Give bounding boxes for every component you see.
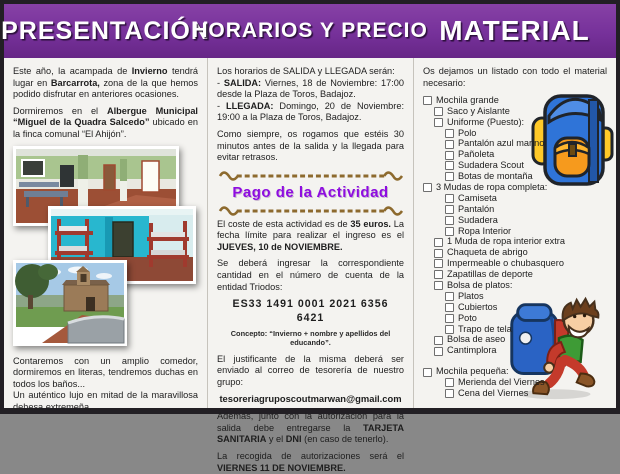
checklist-item-label: Cantimplora xyxy=(447,345,497,356)
checklist-item-label: Chaqueta de abrigo xyxy=(447,247,528,258)
checkbox-icon[interactable] xyxy=(445,378,454,387)
checkbox-icon[interactable] xyxy=(445,303,454,312)
checklist-item-label: 3 Mudas de ropa completa: xyxy=(436,181,548,192)
checkbox-icon[interactable] xyxy=(445,314,454,323)
checklist-item xyxy=(434,335,607,346)
checklist-item xyxy=(434,106,607,117)
checkbox-icon[interactable] xyxy=(423,183,432,192)
checkbox-icon[interactable] xyxy=(445,129,454,138)
horarios-documents-note: Además, junto con la autorización para la salida debe entregarse la TARJETA SANITARIA y el DNI (en caso de tenerlo). xyxy=(217,411,404,445)
horarios-cost: El coste de esta actividad es de 35 euros. La fecha límite para realizar el ingreso es el JUEVES, 10 de NOVIEMBRE. xyxy=(217,218,404,252)
section-title-material: MATERIAL xyxy=(439,15,590,46)
checkbox-icon[interactable] xyxy=(445,194,454,203)
checkbox-icon[interactable] xyxy=(434,259,443,268)
pago-title: Pago de la Actividad xyxy=(232,183,389,201)
checklist-item-label: Bolsa de platos: xyxy=(447,279,513,290)
checkbox-icon[interactable] xyxy=(445,172,454,181)
checklist-item xyxy=(445,302,607,313)
checklist-item xyxy=(434,248,607,259)
checkbox-icon[interactable] xyxy=(423,96,432,105)
checklist-item-label: Bolsa de aseo xyxy=(447,334,506,345)
checklist-item xyxy=(445,388,607,399)
checklist-item xyxy=(423,367,607,378)
checklist-item xyxy=(445,313,607,324)
rope-divider xyxy=(217,204,405,218)
checkbox-icon[interactable] xyxy=(445,140,454,149)
horarios-punctuality-note: Como siempre, os rogamos que estéis 30 minutos antes de la salida y la llegada para evitar retrasos. xyxy=(217,128,404,163)
section-title-horarios: HORARIOS Y PRECIO xyxy=(192,19,428,42)
checkbox-icon[interactable] xyxy=(445,151,454,160)
horarios-pickup-note: La recogida de autorizaciones será el VIERNES 11 DE NOVIEMBRE. xyxy=(217,450,404,473)
checkbox-icon[interactable] xyxy=(434,249,443,258)
column-material xyxy=(413,58,616,408)
section-header-horarios xyxy=(192,4,428,58)
checklist-item-label: Sudadera xyxy=(458,214,498,225)
checklist-item-label: Trapo de tela xyxy=(458,323,512,334)
checkbox-icon[interactable] xyxy=(434,118,443,127)
checklist-item xyxy=(423,95,607,106)
title-band xyxy=(1,4,616,58)
checklist-item-label: 1 Muda de ropa interior extra xyxy=(447,236,565,247)
checklist-item-label: Uniforme (Puesto): xyxy=(447,116,525,127)
material-checklist xyxy=(423,95,607,399)
presentacion-paragraph-3: Contaremos con un amplio comedor, dormiremos en literas, tendremos duchas en todos los baños... Un auténtico lujo en mitad de la maravillosa dehesa extremeña. xyxy=(13,355,198,412)
checklist-item xyxy=(434,269,607,280)
checkbox-icon[interactable] xyxy=(445,325,454,334)
page-title: PRESENTACIÓN xyxy=(1,16,210,45)
checklist-item-label: Pantalón xyxy=(458,203,495,214)
checkbox-icon[interactable] xyxy=(434,107,443,116)
checklist-item-label: Platos xyxy=(458,290,484,301)
checklist-item-label: Zapatillas de deporte xyxy=(447,269,533,280)
horarios-schedule: Los horarios de SALIDA y LLEGADA serán: - SALIDA: Viernes, 18 de Noviembre: 17:00 desde la Plaza de Toros, Badajoz. - LLEGADA: Domingo, 20 de Noviembre: 19:00 a la Plaza de Toros, Badajoz. xyxy=(217,66,404,123)
rope-divider xyxy=(217,169,405,183)
checkbox-icon[interactable] xyxy=(434,238,443,247)
checkbox-icon[interactable] xyxy=(445,161,454,170)
checklist-item xyxy=(434,117,607,128)
checklist-item-label: Ropa Interior xyxy=(458,225,512,236)
checklist-item xyxy=(445,204,607,215)
checkbox-icon[interactable] xyxy=(434,336,443,345)
checkbox-icon[interactable] xyxy=(434,281,443,290)
checklist-item-label: Botas de montaña xyxy=(458,171,533,182)
checklist-item-label: Polo xyxy=(458,127,477,138)
presentacion-paragraph-1: Este año, la acampada de Invierno tendrá lugar en Barcarrota, zona de la que hemos podido disfrutar en anteriores ocasiones. xyxy=(13,66,198,100)
photo-collage xyxy=(13,146,198,352)
checklist-item-label: Mochila grande xyxy=(436,94,499,105)
checklist-item xyxy=(445,291,607,302)
checklist-item xyxy=(434,280,607,291)
payment-concept: Concepto: “Invierno + nombre y apellidos del educando”. xyxy=(230,328,391,348)
checkbox-icon[interactable] xyxy=(423,368,432,377)
checkbox-icon[interactable] xyxy=(434,270,443,279)
checklist-item xyxy=(445,226,607,237)
checklist-item-label: Pañoleta xyxy=(458,149,495,160)
checklist-item xyxy=(445,377,607,388)
checklist-item xyxy=(434,237,607,248)
column-horarios xyxy=(207,58,413,473)
checklist-item-label: Mochila pequeña: xyxy=(436,366,509,377)
checkbox-icon[interactable] xyxy=(445,227,454,236)
checklist-item-label: Merienda del Viernes xyxy=(458,377,545,388)
checklist-item xyxy=(434,346,607,357)
checklist-item xyxy=(423,182,607,193)
bank-account-number: ES33 1491 0001 2021 6356 6421 xyxy=(232,298,389,324)
treasury-email[interactable]: tesoreriagruposcoutmarwan@gmail.com xyxy=(219,393,402,405)
checklist-item-label: Cena del Viernes xyxy=(458,388,529,398)
presentacion-paragraph-2: Dormiremos en el Albergue Municipal “Miguel de la Quadra Salcedo” ubicado en la finca comunal “El Ahijón”. xyxy=(13,105,198,139)
checkbox-icon[interactable] xyxy=(445,205,454,214)
checklist-item-label: Camiseta xyxy=(458,192,497,203)
horarios-bank-instruction: Se deberá ingresar la correspondiente cantidad en el número de cuenta de la entidad Triodos: xyxy=(217,258,404,292)
horarios-receipt-note: El justificante de la misma deberá ser enviado al correo de tesorería de nuestro grupo: xyxy=(217,353,404,387)
checklist-item xyxy=(445,215,607,226)
checklist-item-label: Pantalón azul marino xyxy=(458,138,545,149)
hermitage-photo xyxy=(13,260,127,346)
checklist-item xyxy=(445,161,607,172)
checklist-item xyxy=(445,139,607,150)
checkbox-icon[interactable] xyxy=(445,216,454,225)
checklist-item xyxy=(434,259,607,270)
checklist-item-label: Poto xyxy=(458,312,477,323)
checkbox-icon[interactable] xyxy=(445,389,454,398)
checkbox-icon[interactable] xyxy=(434,347,443,356)
column-presentacion xyxy=(4,58,207,412)
section-header-material xyxy=(413,4,616,58)
checklist-item xyxy=(445,193,607,204)
section-header-presentacion xyxy=(1,4,210,58)
checklist-item-label: Saco y Aislante xyxy=(447,105,510,116)
checkbox-icon[interactable] xyxy=(445,292,454,301)
checklist-item-label: Sudadera Scout xyxy=(458,160,524,171)
checklist-item-label: Impermeable o chubasquero xyxy=(447,258,564,269)
material-intro: Os dejamos un listado con todo el material necesario: xyxy=(423,66,607,88)
checklist-item xyxy=(445,324,607,335)
checklist-item xyxy=(445,128,607,139)
checklist-item xyxy=(445,150,607,161)
checklist-item xyxy=(445,171,607,182)
checklist-item-label: Cubiertos xyxy=(458,301,498,312)
